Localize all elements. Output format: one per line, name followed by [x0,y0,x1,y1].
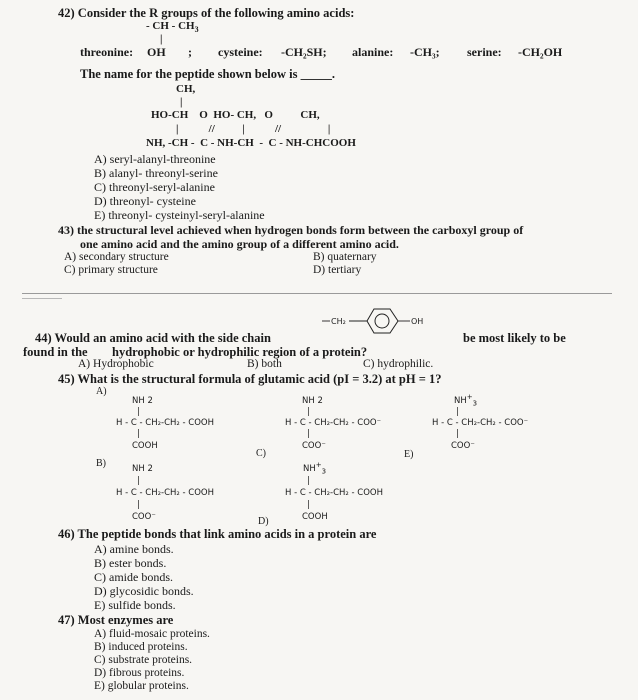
q47-stem: 47) Most enzymes are [58,613,174,627]
q44-stem-2a: found in the [23,345,88,359]
threonine-r-text: - CH - CH [146,20,195,32]
alanine-r: -CH₃; [410,45,440,59]
serine-label: serine: [467,45,502,59]
threonine-r-sub: 3 [194,25,199,35]
q44-option-c: C) hydrophilic. [363,358,434,370]
q45-d-carboxyl: COOH [302,512,328,522]
threonine-bond: | [160,33,163,45]
q45-e-three: 3 [472,399,478,408]
q45-d-three: 3 [321,467,327,476]
separator: ; [188,45,192,59]
q45-label-e: E) [404,449,414,460]
q46-stem: 46) The peptide bonds that link amino acids in a protein are [58,527,377,541]
q44-option-a: A) Hydrophobic [78,358,154,370]
q45-d-chain: H - C - CH₂-CH₂ - COOH [285,488,383,498]
q45-e-bond-top: | [456,407,459,417]
q45-stem: 45) What is the structural formula of glutamic acid (pI = 3.2) at pH = 1? [58,372,442,386]
q45-e-ammonium [454,393,477,408]
q45-b-carboxylate: COO⁻ [132,512,156,522]
q45-label-c: C) [256,448,266,459]
phenol-side-chain [322,308,462,338]
q46-option-c: C) amide bonds. [94,570,173,584]
peptide-row-groups: HO-CH O HO- CH, O CH, [151,109,320,121]
threonine-oh: OH [147,45,166,59]
q47-option-b: B) induced proteins. [94,641,188,653]
peptide-ch3-top: CH, [176,83,196,95]
q46-option-e: E) sulfide bonds. [94,598,176,612]
threonine-label: threonine: [80,45,134,59]
q45-b-bond-top: | [137,476,140,486]
q45-b-amino: NH 2 [132,464,153,474]
q44-option-b: B) both [247,358,282,370]
serine-r: -CH₂OH [518,45,563,59]
q45-c-carboxylate: COO⁻ [302,441,326,451]
q42-prompt: The name for the peptide shown below is _____. [80,67,335,81]
alanine-label: alanine: [352,45,394,59]
peptide-row-main: NH, -CH - C - NH-CH - C - NH-CHCOOH [146,137,356,149]
q45-e-plus: + [466,393,473,401]
q42-stem: 42) Consider the R groups of the following amino acids: [58,6,355,20]
q45-e-chain: H - C - CH₂-CH₂ - COO⁻ [432,418,529,428]
q46-option-b: B) ester bonds. [94,556,167,570]
q44-stem-tail: be most likely to be [463,331,566,345]
peptide-bond-top: | [180,96,183,108]
side-chain-oh: OH [411,317,424,326]
cysteine-r: -CH₂SH; [281,45,327,59]
q45-b-bond-bottom: | [137,500,140,510]
q45-e-nh: NH [454,395,467,406]
q45-a-bond-top: | [137,407,140,417]
threonine-r-group [146,20,199,34]
side-chain-ch2: CH₂ [331,317,346,326]
q45-b-chain: H - C - CH₂-CH₂ - COOH [116,488,214,498]
q46-option-d: D) glycosidic bonds. [94,584,194,598]
q47-option-a: A) fluid-mosaic proteins. [94,628,210,640]
q47-option-d: D) fibrous proteins. [94,667,185,679]
q43-option-c: C) primary structure [64,264,158,276]
q46-option-a: A) amine bonds. [94,542,174,556]
q45-a-carboxyl: COOH [132,441,158,451]
q42-option-c: C) threonyl-seryl-alanine [94,180,215,194]
q45-c-amino: NH 2 [302,396,323,406]
q45-a-chain: H - C - CH₂-CH₂ - COOH [116,418,214,428]
q43-stem-2: one amino acid and the amino group of a different amino acid. [80,237,399,251]
q45-a-bond-bottom: | [137,429,140,439]
peptide-row-bonds: | // | // | [176,123,331,135]
q42-option-e: E) threonyl- cysteinyl-seryl-alanine [94,208,265,222]
q45-d-ammonium [303,461,326,476]
cysteine-label: cysteine: [218,45,263,59]
q45-d-plus: + [315,461,322,469]
q45-d-bond-top: | [307,476,310,486]
q45-c-bond-bottom: | [307,429,310,439]
q42-option-d: D) threonyl- cysteine [94,194,196,208]
q47-option-c: C) substrate proteins. [94,654,193,666]
q45-label-b: B) [96,458,106,469]
q45-c-chain: H - C - CH₂-CH₂ - COO⁻ [285,418,382,428]
q42-option-a: A) seryl-alanyl-threonine [94,152,216,166]
q45-e-carboxylate: COO⁻ [451,441,475,451]
q45-c-bond-top: | [307,407,310,417]
q45-e-bond-bottom: | [456,429,459,439]
q45-label-a: A) [96,386,107,397]
q44-stem-2b: hydrophobic or hydrophilic region of a protein? [112,345,368,359]
q45-d-nh: NH [303,463,316,474]
q45-a-amino: NH 2 [132,396,153,406]
section-divider-short [22,298,62,299]
q45-label-d: D) [258,516,269,527]
q43-option-d: D) tertiary [313,264,362,276]
section-divider [22,293,612,294]
q42-option-b: B) alanyl- threonyl-serine [94,166,218,180]
q43-stem-1: 43) the structural level achieved when hydrogen bonds form between the carboxyl group of [58,223,524,237]
q45-d-bond-bottom: | [307,500,310,510]
q43-option-b: B) quaternary [313,251,377,263]
q43-option-a: A) secondary structure [64,251,169,263]
q47-option-e: E) globular proteins. [94,680,189,692]
q44-stem-1: 44) Would an amino acid with the side chain [35,331,271,345]
